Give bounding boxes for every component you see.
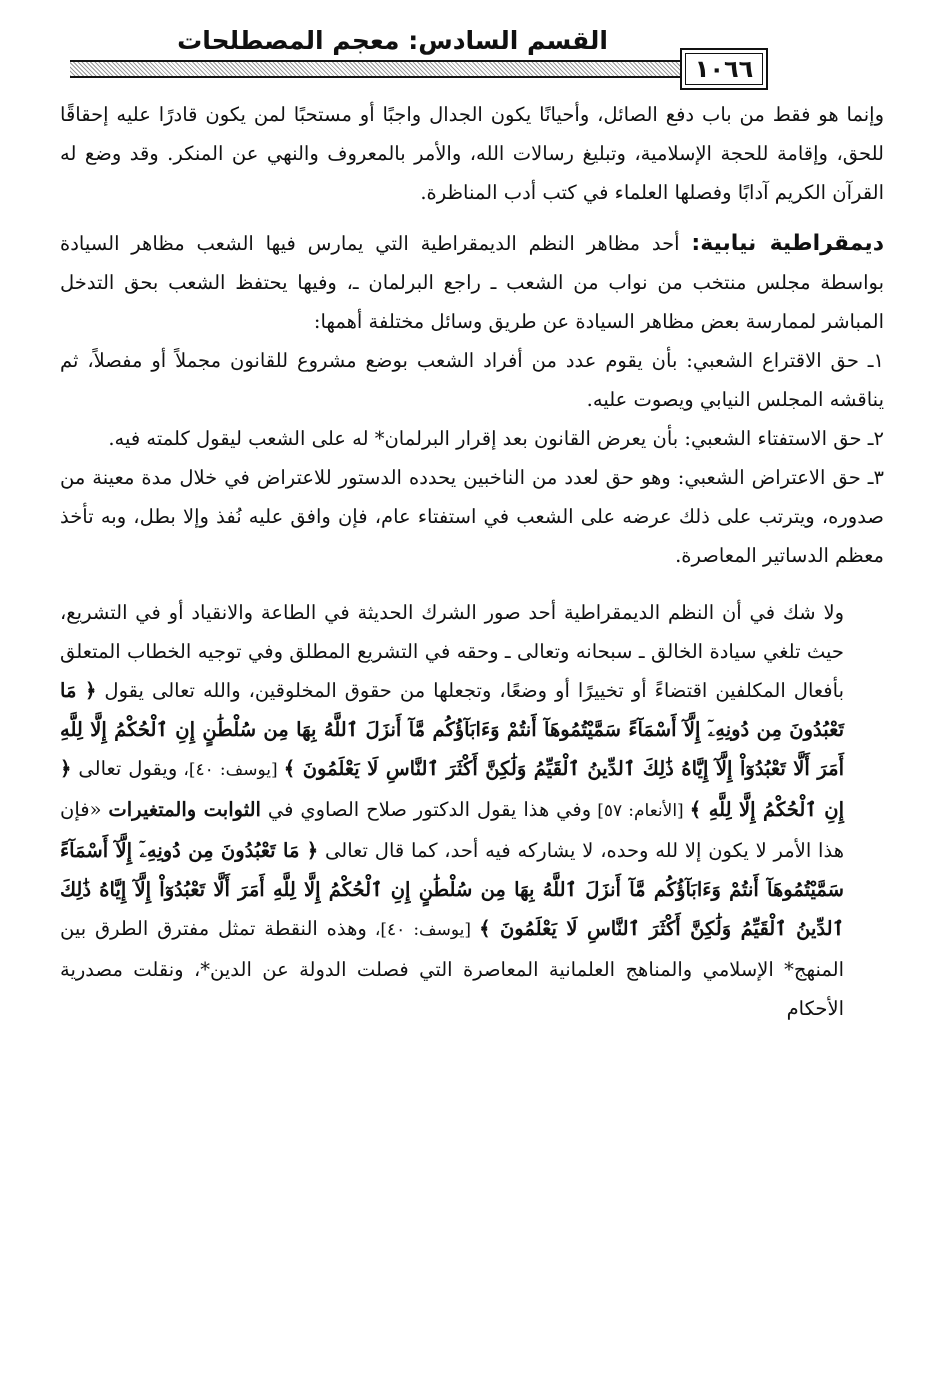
verse-reference: [يوسف: ٤٠]، (177, 760, 284, 780)
text-span: ويقول تعالى (71, 757, 178, 780)
list-item: ١ـ حق الاقتراع الشعبي: بأن يقوم عدد من أفراد الشعب بوضع مشروع للقانون مجملاً أو مفصلاً، ثم يناقشه المجلس النيابي ويصوت عليه. (60, 349, 884, 411)
definition-text: أحد مظاهر النظم الديمقراطية التي يمارس فيها الشعب مظاهر السيادة بواسطة مجلس منتخب من نواب من الشعب ـ راجع البرلمان ـ، وفيها يحتفظ الشعب بحق التدخل المباشر لممارسة بعض مظاهر السيادة عن طريق وسائل مختلفة أهمها: (60, 232, 884, 333)
text-span: وفي هذا يقول الدكتور صلاح الصاوي في (260, 798, 592, 821)
verse-reference: [يوسف: ٤٠]، (366, 920, 480, 940)
text-span: وهذه النقطة تمثل مفترق الطرق بين المنهج* الإسلامي والمناهج العلمانية المعاصرة التي فصلت الدولة عن الدين*، ونقلت مصدرية الأحكام (60, 917, 844, 1020)
book-title: الثوابت والمتغيرات (108, 798, 261, 821)
list-item: ٣ـ حق الاعتراض الشعبي: وهو حق لعدد من الناخبين يحدده الدستور للاعتراض في خلال مدة معينة من صدوره، ويترتب على ذلك عرضه على الشعب في استفتاء عام، فإن وافق عليه نُفذ وإلا بطل، وبه تأخذ معظم الدساتير المعاصرة. (60, 466, 884, 567)
header-rule (70, 60, 688, 78)
verse-reference: [الأنعام: ٥٧] (591, 801, 690, 821)
paragraph-definition (60, 224, 884, 341)
text-span: ولا شك في أن النظم الديمقراطية أحد صور الشرك الحديثة في الطاعة والانقياد أو في التشريع، حيث تلغي سيادة الخالق ـ سبحانه وتعالى ـ وحقه في التشريع المطلق وفي توجيه الخطاب المتعلق بأفعال المكلفين اقتضاءً أو تخييرًا أو وضعًا، وتجعلها من حقوق المخلوقين، والله تعالى يقول (60, 601, 844, 702)
page-header (70, 26, 888, 83)
list-item: ٢ـ حق الاستفتاء الشعبي: بأن يعرض القانون بعد إقرار البرلمان* له على الشعب ليقول كلمته فيه. (108, 427, 884, 450)
quran-verse: ﴿ مَا تَعْبُدُونَ مِن دُونِهِۦٓ إِلَّآ أَسْمَآءً سَمَّيْتُمُوهَآ أَنتُمْ وَءَابَآؤُكُم مَّآ أَنزَلَ ٱللَّهُ بِهَا مِن سُلْطَٰنٍ إِنِ ٱلْحُكْمُ إِلَّا لِلَّهِ أَمَرَ أَلَّا تَعْبُدُوٓاْ إِلَّآ إِيَّاهُ ذَٰلِكَ ٱلدِّينُ ٱلْقَيِّمُ وَلَٰكِنَّ أَكْثَرَ ٱلنَّاسِ لَا يَعْلَمُونَ ﴾ (60, 839, 844, 940)
page-body (60, 95, 884, 1028)
paragraph-intro: وإنما هو فقط من باب دفع الصائل، وأحيانًا يكون الجدال واجبًا أو مستحبًا لمن يكون قادرًا عليه إحقاقًا للحق، وإقامة للحجة الإسلامية، وتبليغ رسالات الله، والأمر بالمعروف والنهي عن المنكر. وقد وضع له القرآن الكريم آدابًا وفصلها العلماء في كتب أدب المناظرة. (60, 103, 884, 204)
text-span: «فإن هذا الأمر لا يكون إلا لله وحده، لا يشاركه فيه أحد، كما قال تعالى (60, 798, 844, 862)
quran-verse: ﴿ إِنِ ٱلْحُكْمُ إِلَّا لِلَّهِ ﴾ (60, 757, 844, 821)
quran-verse: ﴿ مَا تَعْبُدُونَ مِن دُونِهِۦٓ إِلَّآ أَسْمَآءً سَمَّيْتُمُوهَآ أَنتُمْ وَءَابَآؤُكُم مَّآ أَنزَلَ ٱللَّهُ بِهَا مِن سُلْطَٰنٍ إِنِ ٱلْحُكْمُ إِلَّا لِلَّهِ أَمَرَ أَلَّا تَعْبُدُوٓاْ إِلَّآ إِيَّاهُ ذَٰلِكَ ٱلدِّينُ ٱلْقَيِّمُ وَلَٰكِنَّ أَكْثَرَ ٱلنَّاسِ لَا يَعْلَمُونَ ﴾ (60, 679, 844, 780)
page-number: ١٠٦٦ (680, 48, 768, 90)
paragraph-discussion (60, 593, 884, 1028)
entry-term: ديمقراطية نيابية: (691, 231, 884, 256)
section-title: القسم السادس: معجم المصطلحات (177, 26, 608, 55)
